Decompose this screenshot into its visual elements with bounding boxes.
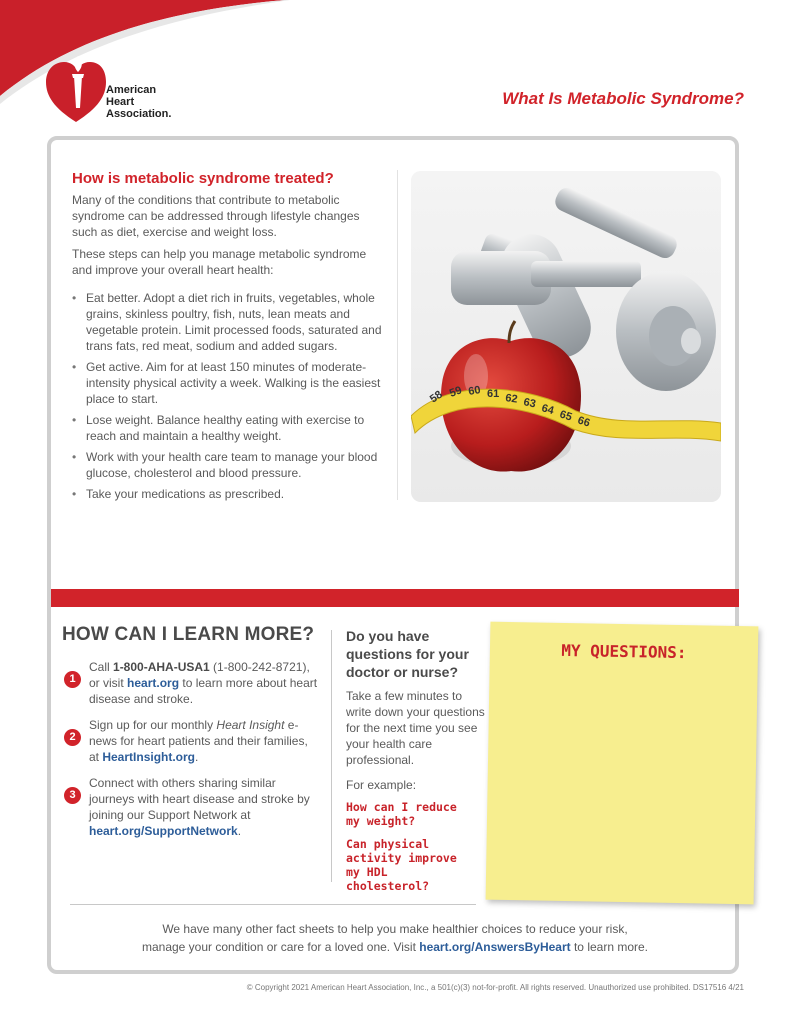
learn-item-text: Connect with others sharing similar journeys with heart disease and stroke by joining our Support Network at xyxy=(89,776,310,822)
footer-message xyxy=(100,920,690,956)
tape-number: 60 xyxy=(467,384,482,398)
section-heading-treated: How is metabolic syndrome treated? xyxy=(72,170,334,187)
column-divider xyxy=(397,170,398,500)
learn-item-text: . xyxy=(237,824,242,838)
tape-number: 64 xyxy=(540,402,556,418)
example-question-2: Can physical activity improve my HDL cholesterol? xyxy=(346,837,457,893)
section-divider-band xyxy=(51,589,739,607)
learn-item-text: e-news for heart patients and their families, at xyxy=(89,718,308,764)
org-line-2: Heart xyxy=(106,96,135,108)
support-network-link[interactable]: heart.org/SupportNetwork xyxy=(89,824,238,838)
apple-dumbbell-photo xyxy=(411,171,721,502)
list-item: • Lose weight. Balance healthy eating with exercise to reach and maintain a healthy weight. xyxy=(72,412,384,444)
learn-item-3 xyxy=(89,775,321,839)
heart-org-link[interactable]: heart.org xyxy=(127,676,180,690)
doctor-questions-text: Take a few minutes to write down your questions for the next time you see your health care professional. xyxy=(346,689,485,767)
answers-by-heart-link[interactable]: heart.org/AnswersByHeart xyxy=(419,940,571,954)
list-item: • Work with your health care team to manage your blood glucose, cholesterol and blood pressure. xyxy=(72,449,384,481)
note-title: MY QUESTIONS: xyxy=(561,640,687,663)
tape-number: 61 xyxy=(487,388,500,400)
learn-item-text: Call xyxy=(89,660,114,674)
learn-item-text: . xyxy=(195,750,199,764)
treatment-steps-list xyxy=(72,290,384,507)
step-number-3: 3 xyxy=(64,787,81,804)
footer-line-2-end: to learn more. xyxy=(570,940,649,954)
footer-divider xyxy=(70,904,476,905)
tape-number: 65 xyxy=(558,408,574,424)
phone-number: 1-800-AHA-USA1 xyxy=(113,660,210,674)
learn-item-2 xyxy=(89,717,321,765)
aha-wordmark xyxy=(106,84,171,120)
heart-insight-title: Heart Insight xyxy=(216,718,285,732)
list-item: • Eat better. Adopt a diet rich in fruits, vegetables, whole grains, skinless poultry, fish, nuts, lean meats and vegetable protein. Limit processed foods, saturated and trans fats, red meat, sodium and added sugars. xyxy=(72,290,384,354)
doctor-questions-heading: Do you have questions for your doctor or nurse? xyxy=(346,628,469,680)
tape-number: 58 xyxy=(427,388,445,406)
list-item: • Get active. Aim for at least 150 minutes of moderate-intensity physical activity a week. Walking is the easiest place to start. xyxy=(72,359,384,407)
steps-intro: These steps can help you manage metabolic syndrome and improve your overall heart health: xyxy=(72,247,367,277)
footer-line-2: manage your condition or care for a loved one. Visit xyxy=(141,940,420,954)
tape-number: 66 xyxy=(576,414,592,430)
learn-item-text: to learn more about heart disease and stroke. xyxy=(89,676,318,706)
copyright-notice: © Copyright 2021 American Heart Association, Inc., a 501(c)(3) not-for-profit. All rights reserved. Unauthorized use prohibited. DS17516 4/21 xyxy=(246,983,744,992)
learn-item-1 xyxy=(89,659,321,707)
treated-intro: Many of the conditions that contribute to metabolic syndrome can be addressed through lifestyle changes such as diet, exercise and weight loss. xyxy=(72,193,360,239)
org-line-3: Association. xyxy=(106,108,172,120)
vertical-divider xyxy=(331,630,332,882)
tape-number: 63 xyxy=(522,396,537,411)
tape-number: 59 xyxy=(447,384,464,400)
example-label: For example: xyxy=(346,778,417,792)
document-title: What Is Metabolic Syndrome? xyxy=(502,89,744,108)
org-line-1: American xyxy=(106,84,157,96)
step-number-2: 2 xyxy=(64,729,81,746)
aha-heart-torch-logo xyxy=(44,52,114,126)
my-questions-note[interactable] xyxy=(486,622,759,905)
heartinsight-link[interactable]: HeartInsight.org xyxy=(102,750,196,764)
tape-number: 62 xyxy=(504,392,519,406)
learn-item-text: Sign up for our monthly xyxy=(89,718,217,732)
footer-line-1: We have many other fact sheets to help you make healthier choices to reduce your risk, xyxy=(162,922,628,936)
learn-item-text: (1-800-242-8721), or visit xyxy=(89,660,310,690)
step-number-1: 1 xyxy=(64,671,81,688)
learn-more-heading: HOW CAN I LEARN MORE? xyxy=(62,624,315,645)
list-item: • Take your medications as prescribed. xyxy=(72,486,384,502)
example-question-1: How can I reduce my weight? xyxy=(346,800,457,828)
